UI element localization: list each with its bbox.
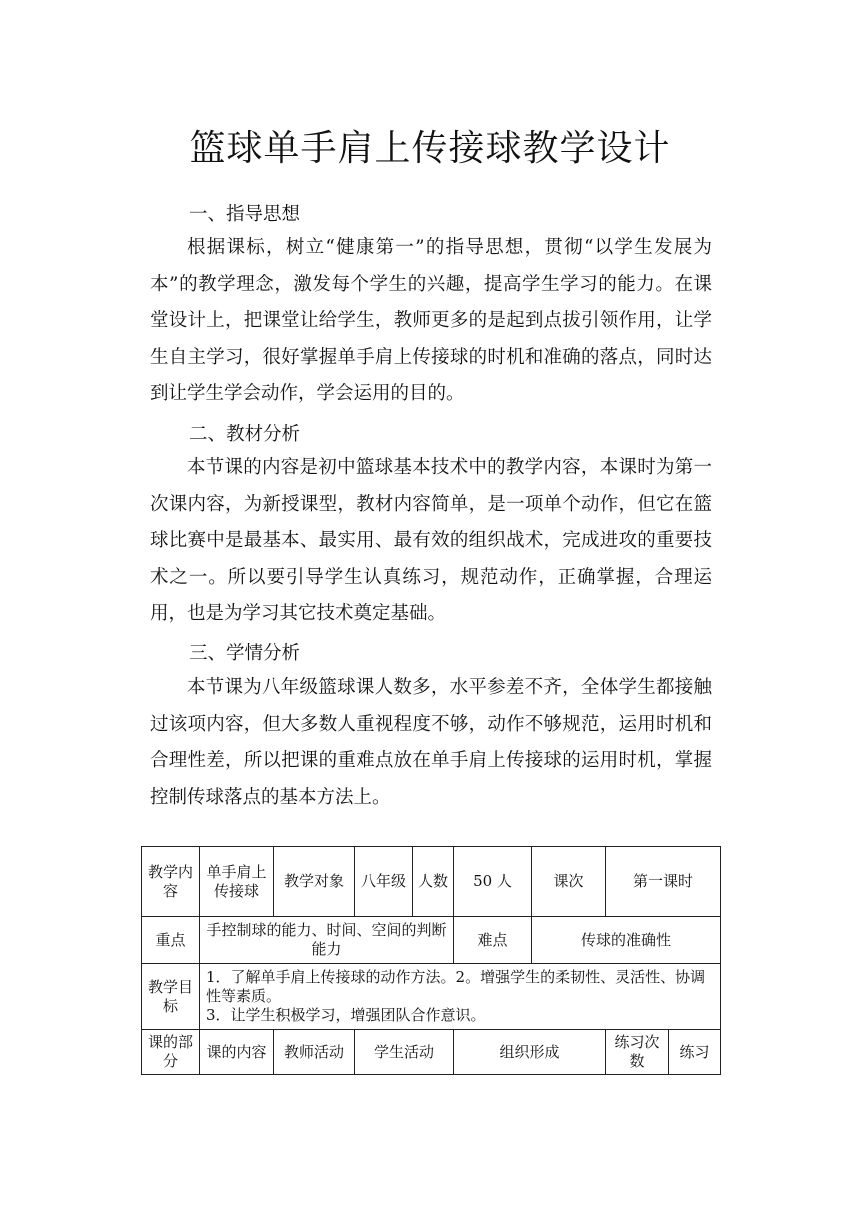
header-student-activity: 学生活动 (355, 1030, 454, 1075)
lesson-label: 课次 (532, 847, 606, 917)
table-row (142, 964, 721, 1030)
header-organization: 组织形成 (454, 1030, 606, 1075)
header-teacher-activity: 教师活动 (274, 1030, 355, 1075)
count-label: 人数 (413, 847, 454, 917)
goal-value (200, 964, 721, 1030)
goal-line-2: 3．让学生积极学习，增强团队合作意识。 (206, 1006, 486, 1024)
header-content: 课的内容 (200, 1030, 274, 1075)
target-value: 八年级 (355, 847, 413, 917)
section-heading-student-analysis: 三、学情分析 (189, 643, 301, 664)
goal-line-1: 1．了解单手肩上传接球的动作方法。2。增强学生的柔韧性、灵活性、协调性等素质。 (206, 968, 706, 1005)
difficulty-label: 难点 (454, 917, 532, 964)
key-point-label: 重点 (142, 917, 200, 964)
section-body-student-analysis: 本节课为八年级篮球课人数多，水平参差不齐，全体学生都接触过该项内容，但大多数人重视程度不够，动作不够规范，运用时机和合理性差，所以把课的重难点放在单手肩上传接球的运用时机，掌握控制传球落点的基本方法上。 (150, 677, 712, 808)
header-part: 课的部分 (142, 1030, 200, 1075)
lesson-plan-table (141, 846, 721, 1075)
table-row (142, 917, 721, 964)
key-point-value: 手控制球的能力、时间、空间的判断能力 (200, 917, 454, 964)
count-value: 50 人 (454, 847, 532, 917)
table-header-row (142, 1030, 721, 1075)
header-practice-times: 练习次数 (606, 1030, 669, 1075)
content-value: 单手肩上传接球 (200, 847, 274, 917)
content-label: 教学内容 (142, 847, 200, 917)
section-heading-guiding-thought: 一、指导思想 (189, 204, 301, 225)
goal-label: 教学目标 (142, 964, 200, 1030)
table-row (142, 847, 721, 917)
section-body-material-analysis: 本节课的内容是初中篮球基本技术中的教学内容，本课时为第一次课内容，为新授课型，教材内容简单，是一项单个动作，但它在篮球比赛中是最基本、最实用、最有效的组织战术，完成进攻的重要技术之一。所以要引导学生认真练习，规范动作，正确掌握，合理运用，也是为学习其它技术奠定基础。 (150, 457, 712, 624)
difficulty-value: 传球的准确性 (532, 917, 721, 964)
section-heading-material-analysis: 二、教材分析 (189, 424, 301, 445)
lesson-value: 第一课时 (606, 847, 721, 917)
document-title: 篮球单手肩上传接球教学设计 (189, 128, 671, 169)
target-label: 教学对象 (274, 847, 355, 917)
header-practice: 练习 (669, 1030, 721, 1075)
section-body-guiding-thought: 根据课标，树立“健康第一”的指导思想，贯彻“以学生发展为本”的教学理念，激发每个学生的兴趣，提高学生学习的能力。在课堂设计上，把课堂让给学生，教师更多的是起到点拔引领作用，让学生自主学习，很好掌握单手肩上传接球的时机和准确的落点，同时达到让学生学会动作，学会运用的目的。 (150, 237, 712, 404)
